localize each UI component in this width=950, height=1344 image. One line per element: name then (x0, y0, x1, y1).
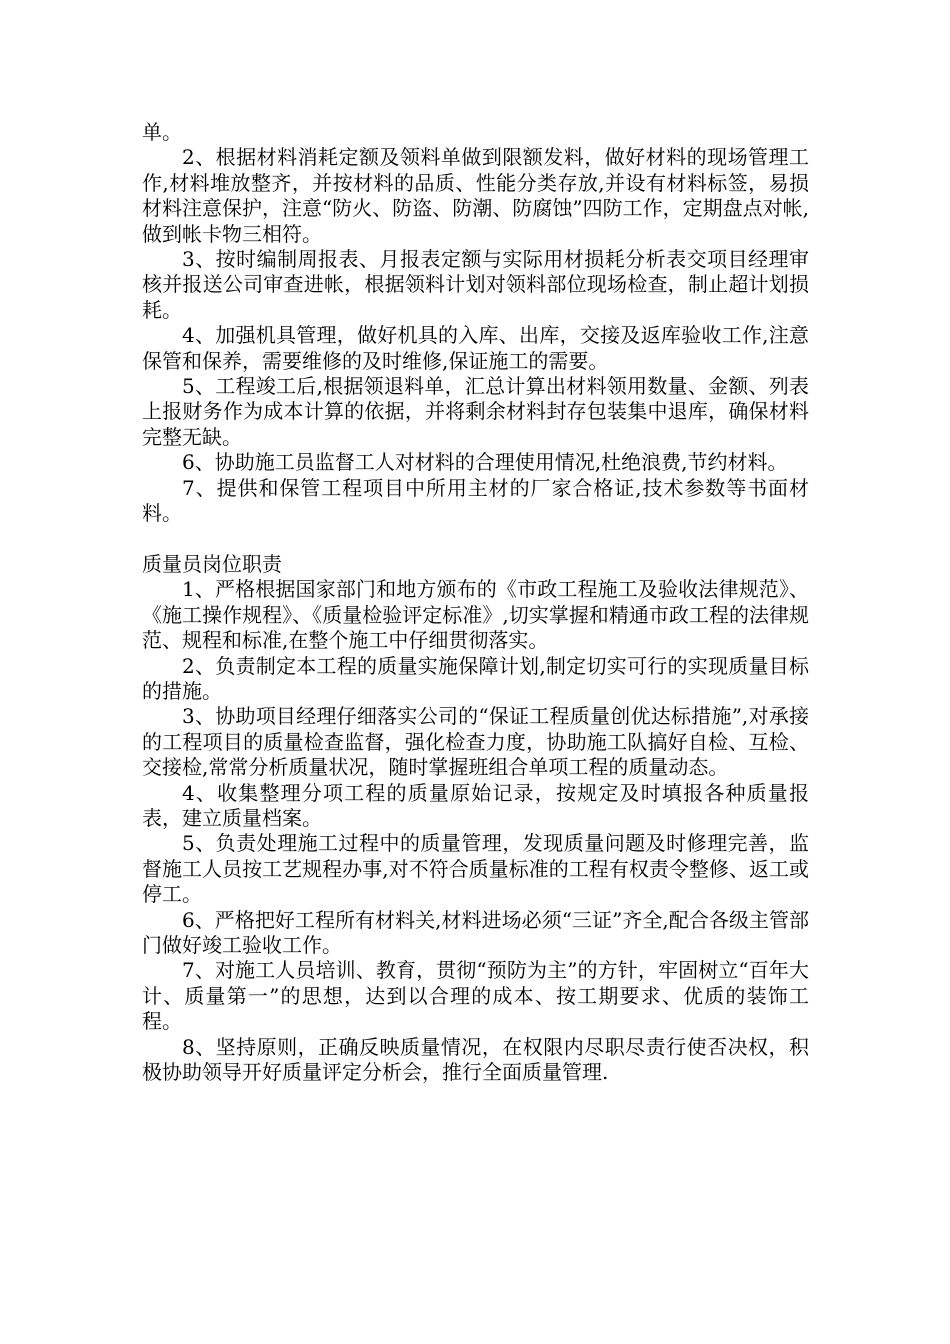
material-duty-item-6: 6、协助施工员监督工人对材料的合理使用情况,杜绝浪费,节约材料。 (182, 450, 788, 475)
material-duty-item-2: 2、根据材料消耗定额及领料单做到限额发料，做好材料的现场管理工作,材料堆放整齐，并按材料的品质、性能分类存放,并设有材料标签，易损材料注意保护，注意“防火、防盗、防潮、防腐蚀”四防工作，定期盘点对帐,做到帐卡物三相符。 (142, 145, 809, 246)
quality-duty-item-4: 4、收集整理分项工程的质量原始记录，按规定及时填报各种质量报表，建立质量档案。 (142, 780, 809, 830)
material-duty-item-5: 5、工程竣工后,根据领退料单，汇总计算出材料领用数量、金额、列表上报财务作为成本计算的依据，并将剩余材料封存包装集中退库，确保材料完整无缺。 (142, 374, 809, 449)
quality-duty-item-6: 6、严格把好工程所有材料关,材料进场必须“三证”齐全,配合各级主管部门做好竣工验收工作。 (142, 907, 809, 957)
quality-duty-item-2: 2、负责制定本工程的质量实施保障计划,制定切实可行的实现质量目标的措施。 (142, 653, 809, 703)
quality-duty-item-7: 7、对施工人员培训、教育，贯彻“预防为主”的方针，牢固树立“百年大计、质量第一”的思想，达到以合理的成本、按工期要求、优质的装饰工程。 (142, 958, 809, 1034)
quality-duty-item-8: 8、坚持原则，正确反映质量情况，在权限内尽职尽责行使否决权，积极协助领导开好质量评定分析会，推行全面质量管理. (142, 1034, 809, 1085)
section-heading-quality-officer: 质量员岗位职责 (142, 551, 282, 576)
quality-duty-item-1: 1、严格根据国家部门和地方颁布的《市政工程施工及验收法律规范》、《施工操作规程》、《质量检验评定标准》,切实掌握和精通市政工程的法律规范、规程和标准,在整个施工中仔细贯彻落实。 (142, 577, 809, 653)
quality-duty-item-5: 5、负责处理施工过程中的质量管理，发现质量问题及时修理完善，监督施工人员按工艺规程办事,对不符合质量标准的工程有权责令整修、返工或停工。 (142, 831, 809, 907)
material-duty-item-4: 4、加强机具管理，做好机具的入库、出库，交接及返库验收工作,注意保管和保养，需要维修的及时维修,保证施工的需要。 (142, 323, 809, 373)
material-duty-item-3: 3、按时编制周报表、月报表定额与实际用材损耗分析表交项目经理审核并报送公司审查进帐，根据领料计划对领料部位现场检查，制止超计划损耗。 (142, 247, 809, 322)
continuation-text: 单。 (142, 120, 182, 144)
section-spacer (142, 527, 809, 552)
material-duty-item-7: 7、提供和保管工程项目中所用主材的厂家合格证,技术参数等书面材料。 (142, 475, 809, 526)
document-page (142, 120, 809, 1085)
quality-duty-item-3: 3、协助项目经理仔细落实公司的“保证工程质量创优达标措施”,对承接的工程项目的质量检查监督，强化检查力度，协助施工队搞好自检、互检、交接检,常常分析质量状况，随时掌握班组合单项工程的质量动态。 (142, 704, 809, 780)
